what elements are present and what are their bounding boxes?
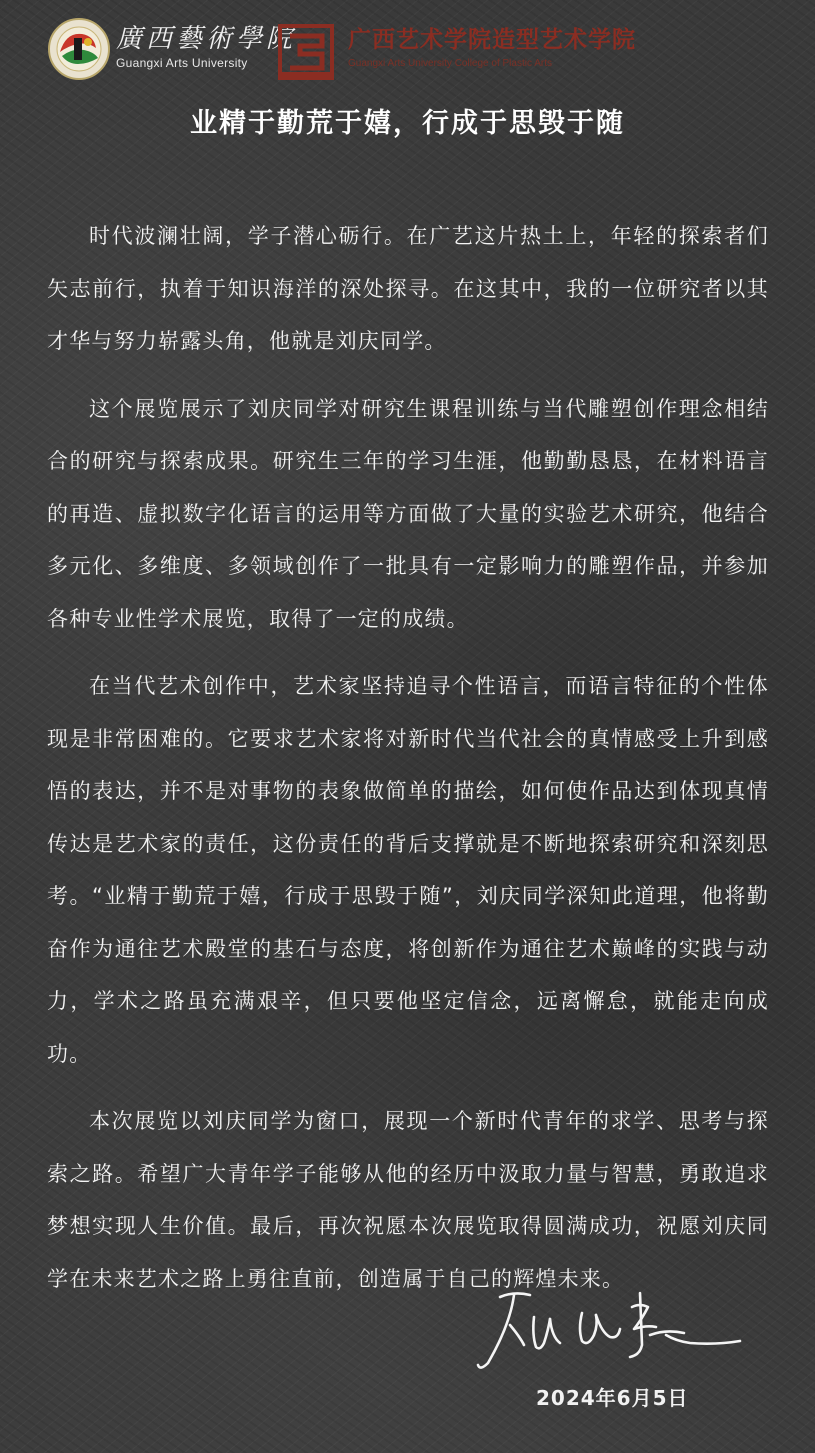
article-title: 业精于勤荒于嬉，行成于思毁于随 <box>190 108 625 139</box>
college-of-plastic-arts-logo-icon <box>276 22 336 82</box>
page-header <box>48 14 768 80</box>
logo1-chinese-name: 廣西藝術學院 <box>116 24 297 54</box>
logo2-chinese-name: 广西艺术学院造型艺术学院 <box>348 27 636 53</box>
logo1-english-name: Guangxi Arts University <box>116 56 248 70</box>
paragraph-2: 这个展览展示了刘庆同学对研究生课程训练与当代雕塑创作理念相结合的研究与探索成果。研究生三年的学习生涯，他勤勤恳恳，在材料语言的再造、虚拟数字化语言的运用等方面做了大量的实验艺术研究，他结合多元化、多维度、多领域创作了一批具有一定影响力的雕塑作品，并参加各种专业性学术展览，取得了一定的成绩。 <box>47 396 769 631</box>
guangxi-arts-university-emblem-icon <box>48 18 110 80</box>
article-body <box>47 210 769 1320</box>
paragraph-4: 本次展览以刘庆同学为窗口，展现一个新时代青年的求学、思考与探索之路。希望广大青年学子能够从他的经历中汲取力量与智慧，勇敢追求梦想实现人生价值。最后，再次祝愿本次展览取得圆满成功，祝愿刘庆同学在未来艺术之路上勇往直前，创造属于自己的辉煌未来。 <box>47 1109 769 1291</box>
signature-date: 2024年6月5日 <box>536 1386 689 1410</box>
paragraph-3: 在当代艺术创作中，艺术家坚持追寻个性语言，而语言特征的个性体现是非常困难的。它要求艺术家将对新时代当代社会的真情感受上升到感悟的表达，并不是对事物的表象做简单的描绘，如何使作品达到体现真情传达是艺术家的责任，这份责任的背后支撑就是不断地探索研究和深刻思考。“业精于勤荒于嬉，行成于思毁于随”，刘庆同学深知此道理，他将勤奋作为通往艺术殿堂的基石与态度，将创新作为通往艺术巅峰的实践与动力，学术之路虽充满艰辛，但只要他坚定信念，远离懈怠，就能走向成功。 <box>47 674 769 1066</box>
logo2-text <box>348 26 636 70</box>
logo2-english-name: Guangxi Arts University College of Plastic Arts <box>348 58 552 69</box>
paragraph-1: 时代波澜壮阔，学子潜心砺行。在广艺这片热土上，年轻的探索者们矢志前行，执着于知识海洋的深处探寻。在这其中，我的一位研究者以其才华与努力崭露头角，他就是刘庆同学。 <box>47 224 769 353</box>
handwritten-signature-icon <box>470 1285 750 1375</box>
